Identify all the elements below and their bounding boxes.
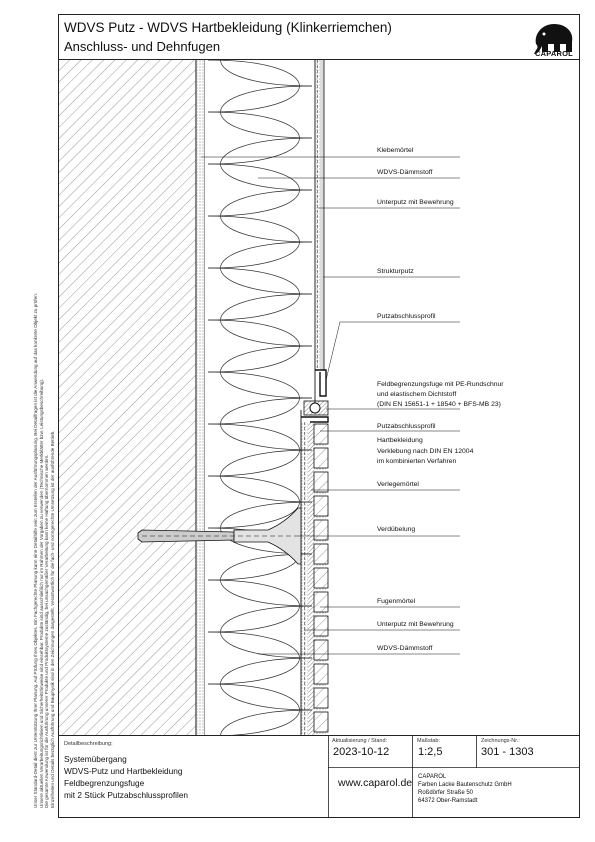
brick-slip [314,568,328,588]
update-value: 2023-10-12 [333,746,390,758]
side-note-line: Die gesamte Anwendung ist für die Ausführung unserer Produkte und Produktsysteme zuständig, bei unsachgemäßer Verarbeitung kann keine Haftung übernommen werden. [44,454,50,808]
brick-slip [314,640,328,660]
desc-line-1: Systemübergang [64,754,127,764]
desc-line-3: Feldbegrenzungsfuge [64,778,145,788]
scale-label: Maßstab: [417,738,440,744]
brick-slip [314,544,328,564]
label-adhesive-mortar: Klebemörtel [377,147,414,154]
laying-mortar [308,422,314,736]
brick-slip [314,616,328,636]
update-label: Aktualisierung / Stand: [332,738,388,744]
label-joint-line1: Feldbegrenzungsfuge mit PE-Rundschnur [377,381,504,388]
company-name: CAPAROL [418,774,447,780]
label-plaster-stop-lower: Putzabschlussprofil [377,423,436,430]
adhesive-layer [197,60,205,736]
company-line-2: Farben Lacke Bautenschutz GmbH [418,782,512,788]
brick-slip [314,520,328,540]
plaster-stop-profile-upper [315,370,326,396]
mortar-joint [314,564,326,568]
company-street: Roßdörfer Straße 50 [418,790,474,796]
side-note-line: Einzelheiten und Details bezüglich Ausführung und Bauphysik sind in den Zeichnungen dargestellt. Verantwortlich für die fach- und normgerechte Umsetzung ist der ausführende Betrieb. [49,430,55,808]
mortar-joint [314,516,326,520]
desc-line-2: WDVS-Putz und Hartbekleidung [64,766,183,776]
label-bonding: Verklebung nach DIN EN 12004 [377,448,474,455]
scale-value: 1:2,5 [418,746,443,758]
brick-slip [314,664,328,684]
finish-render [320,60,324,370]
brick-slip [314,592,328,612]
mortar-joint [314,612,326,616]
mortar-joint [314,708,326,712]
label-bonding-method: im kombinierten Verfahren [377,458,457,465]
drawing-title: WDVS Putz - WDVS Hartbekleidung (Klinkerriemchen) [64,20,392,35]
mortar-joint [314,540,326,544]
brick-slip [314,712,328,732]
logo-brand-text: CAPAROL [535,49,573,58]
mortar-joint [314,684,326,688]
website-link[interactable]: www.caparol.de [338,777,413,789]
label-insulation-lower: WDVS-Dämmstoff [377,645,433,652]
side-note-line: Unser Standard-Detail dient zur Unterstützung Ihrer Planung. Auf Prüfung Ihres Objektes. Ein Fachgerechte Planung kann eine Detailhilfe sein zum Erstellen der Ausführungsplanung. Bei Detailfragen ist die Anwendung auf das konkrete Objekt zu prüfen. [33,292,38,808]
side-note-line: Unsere aktuellen Verarbeitungsrichtlinien und Sicherheitshinweise sind einsehbar. Produkte sind ausschließlich nur im Rahmen der Vorgaben zu verwenden (Technische Merkblätter bzw. Leistungsbeschreibung). [38,378,44,808]
label-base-coat: Unterputz mit Bewehrung [377,199,454,206]
mortar-joint [314,468,326,472]
pe-backer-rod [310,403,320,413]
mortar-joint [314,492,326,496]
company-city: 64372 Ober-Ramstadt [418,798,478,804]
drawing-number-label: Zeichnungs-Nr.: [481,738,520,744]
mortar-joint [314,588,326,592]
technical-section-drawing [58,60,580,736]
desc-label: Detailbeschreibung: [64,741,113,747]
label-joint-line3: (DIN EN 15651-1 + 18540 + BFS-MB 23) [377,401,501,408]
brick-slip [314,448,328,468]
label-joint-line2: und elastischem Dichtstoff [377,391,457,398]
drawing-subtitle: Anschluss- und Dehnfugen [64,39,221,54]
label-hard-cladding: Hartbekleidung [377,437,423,444]
brick-slip [314,496,328,516]
legal-side-note [33,288,55,808]
label-plaster-stop: Putzabschlussprofil [377,313,436,320]
masonry-wall [59,60,196,736]
desc-line-4: mit 2 Stück Putzabschlussprofilen [64,790,189,800]
brick-slip [314,688,328,708]
mortar-joint [314,444,326,448]
label-insulation: WDVS-Dämmstoff [377,169,433,176]
label-finish-render: Strukturputz [377,268,414,275]
mortar-joint [314,660,326,664]
label-laying-mortar: Verlegemörtel [377,481,419,488]
mortar-joint [314,636,326,640]
brick-slip [314,472,328,492]
label-base-coat-lower: Unterputz mit Bewehrung [377,621,454,628]
brick-slip [314,424,328,444]
label-anchor: Verdübelung [377,526,416,533]
drawing-number-value: 301 - 1303 [481,746,534,758]
label-joint-mortar: Fugenmörtel [377,598,416,605]
